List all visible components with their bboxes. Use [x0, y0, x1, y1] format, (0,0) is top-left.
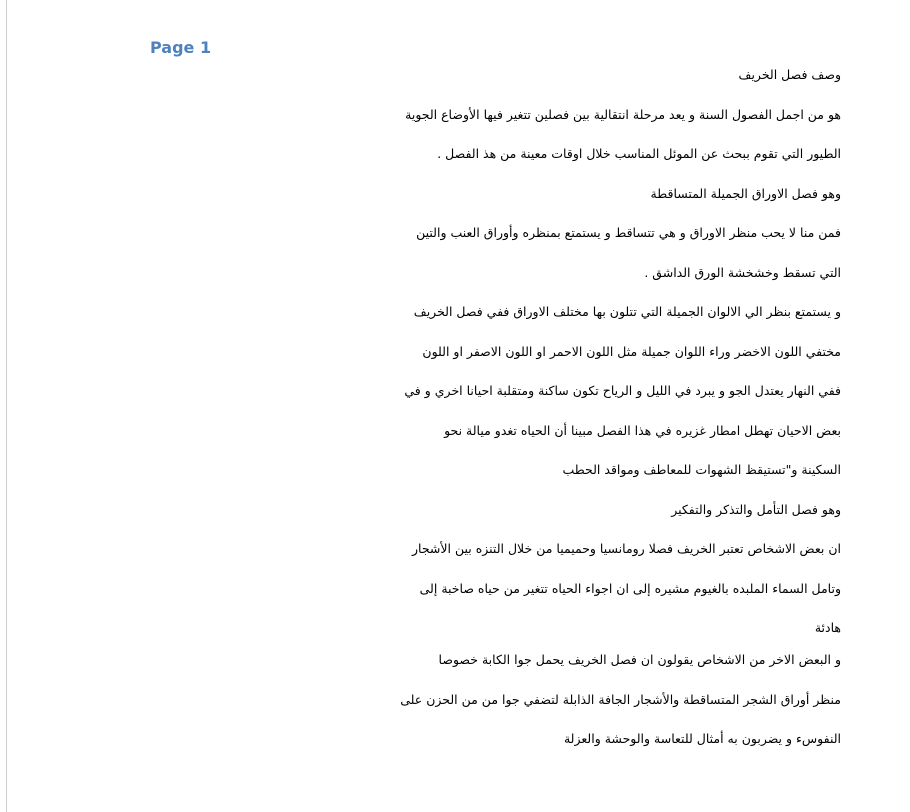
text-line: وهو فصل التأمل والتذكر والتفكير [671, 501, 841, 517]
text-line: و يستمتع بنظر الي الالوان الجميلة التي تتلون بها مختلف الاوراق ففي فصل الخريف [413, 304, 841, 319]
text-line: بعض الاحيان تهطل امطار غزيره في هذا الفصل مبينا أن الحياه تغدو ميالة نحو [444, 422, 841, 438]
text-line: التي تسقط وخشخشة الورق الداشق . [644, 264, 841, 280]
text-line: السكينة و"تستيقظ الشهوات للمعاطف ومواقد الحطب [562, 462, 841, 477]
text-line: منظر أوراق الشجر المتساقطة والأشجار الجافة الذابلة لتضفي جوا من من الحزن على [400, 691, 841, 707]
text-line: وهو فصل الاوراق الجميلة المتساقطة [650, 185, 841, 201]
text-line: ان بعض الاشخاص تعتبر الخريف فصلا رومانسيا وحميميا من خلال التنزه بين الأشجار [412, 541, 841, 556]
text-line: هو من اجمل الفصول السنة و يعد مرحلة انتقالية بين فصلين تتغير فيها الأوضاع الجوية [405, 106, 841, 122]
text-line: النفوسء و يضربون به أمثال للتعاسة والوحشة والعزلة [563, 731, 841, 746]
text-line: هادئة [814, 620, 841, 635]
text-line: مختفي اللون الاخضر وراء اللوان جميلة مثل اللون الاحمر او اللون الاصفر او اللون [422, 343, 841, 359]
text-line: وتامل السماء الملبده بالغيوم مشيره إلى ان اجواء الحياه تتغير من حياه صاخبة إلى [419, 580, 841, 596]
text-line: و البعض الاخر من الاشخاص يقولون ان فصل الخريف يحمل جوا الكابة خصوصا [438, 652, 841, 667]
document-body[interactable] [330, 63, 841, 767]
text-line: ففي النهار يعتدل الجو و يبرد في الليل و الرياح تكون ساكنة ومتقلبة احيانا اخري و في [404, 383, 841, 398]
page-number-label: Page 1 [150, 38, 212, 57]
text-line: الطيور التي تقوم ببحث عن الموئل المناسب خلال اوقات معينة من هذ الفصل . [437, 146, 841, 161]
paragraph-title: وصف فصل الخريف [738, 67, 841, 82]
page-margin-line [6, 0, 7, 812]
text-line: فمن منا لا يحب منظر الاوراق و هي تتساقط و يستمتع بمنظره وأوراق العنب والتين [416, 225, 841, 240]
